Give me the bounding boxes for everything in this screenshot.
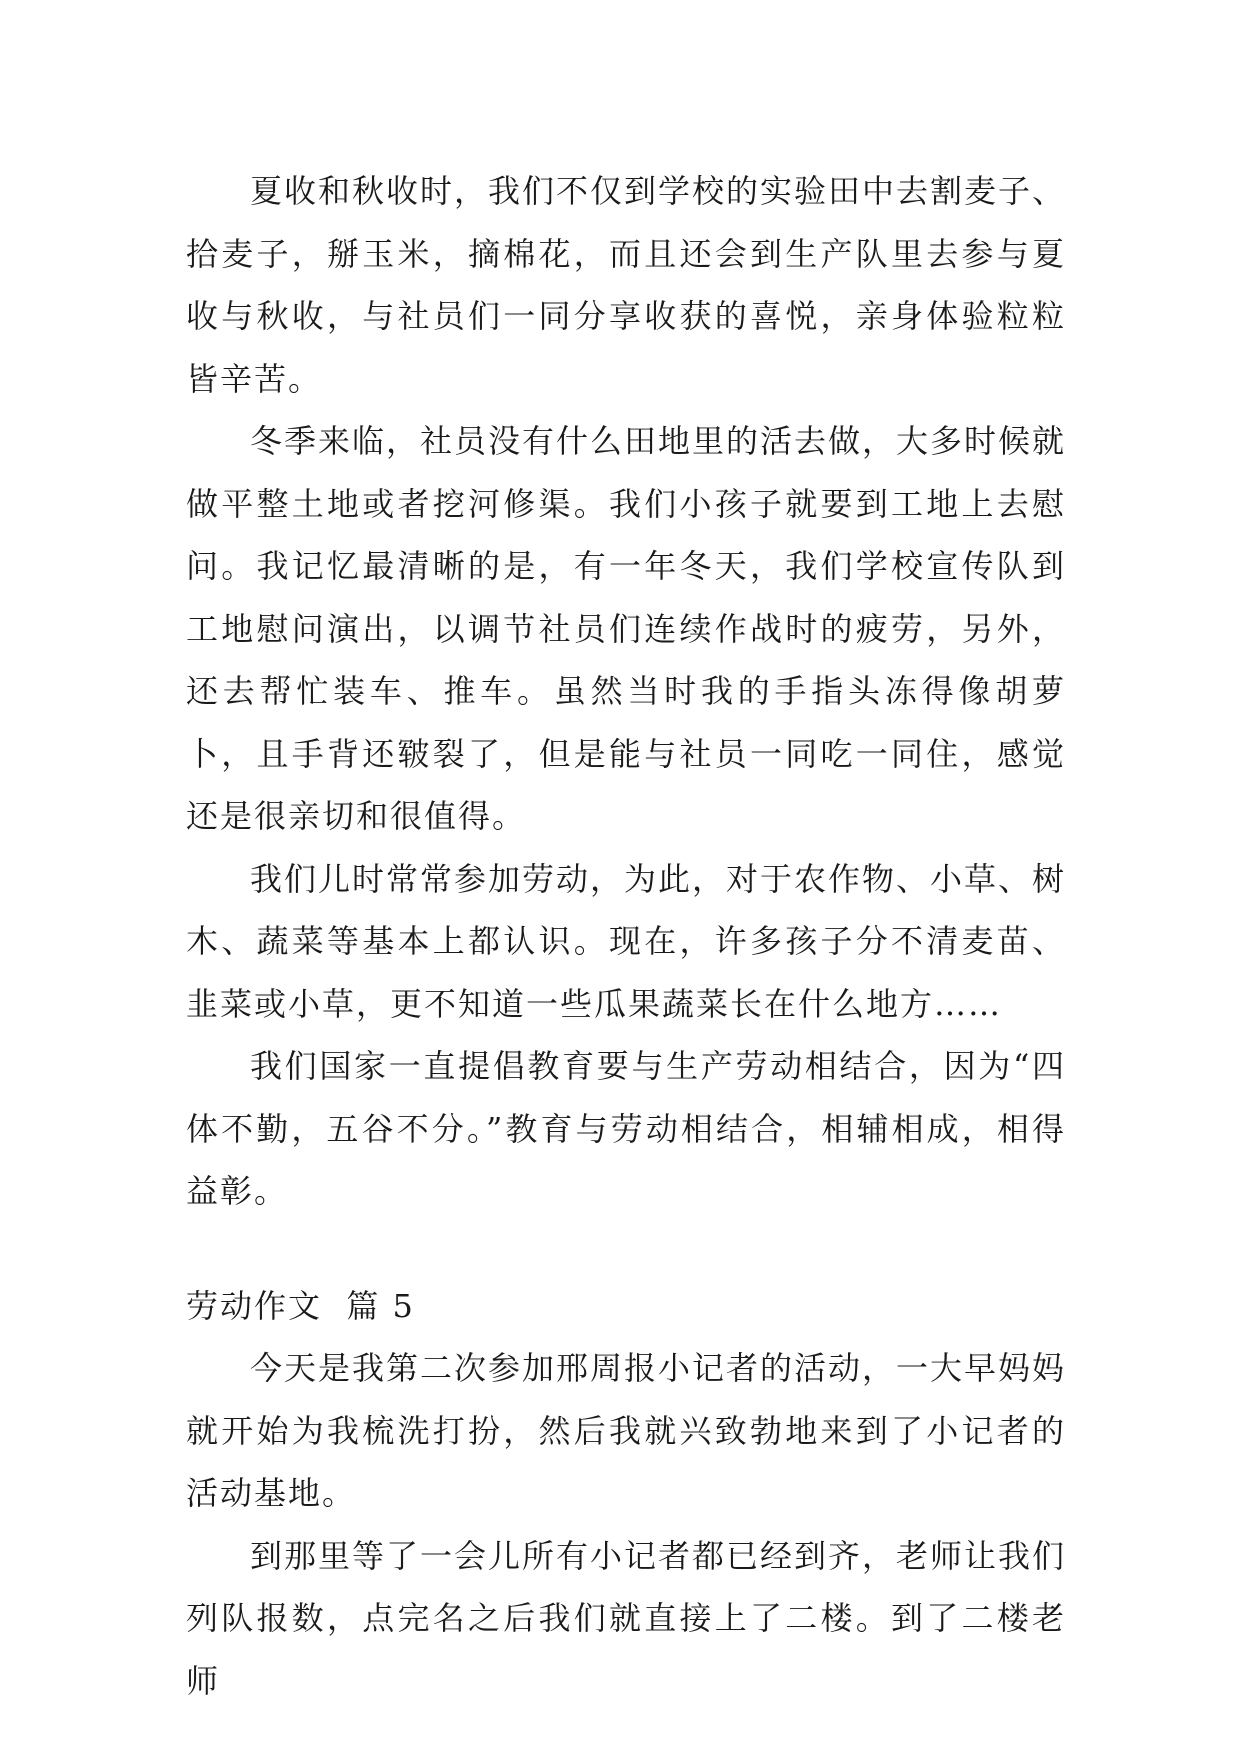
document-body bbox=[186, 160, 1066, 1712]
paragraph-childhood-labor: 我们儿时常常参加劳动，为此，对于农作物、小草、树木、蔬菜等基本上都认识。现在，许多孩子分不清麦苗、韭菜或小草，更不知道一些瓜果蔬菜长在什么地方…… bbox=[186, 859, 1067, 1023]
paragraph-reporter-activity: 今天是我第二次参加邢周报小记者的活动，一大早妈妈就开始为我梳洗打扮，然后我就兴致勃地来到了小记者的活动基地。 bbox=[186, 1349, 1067, 1512]
paragraph-second-floor: 到那里等了一会儿所有小记者都已经到齐，老师让我们列队报数，点完名之后我们就直接上了二楼。到了二楼老师 bbox=[186, 1536, 1067, 1700]
section-title: 劳动作文 篇 5 bbox=[186, 1286, 415, 1325]
paragraph-education: 我们国家一直提倡教育要与生产劳动相结合，因为“四体不勤，五谷不分。”教育与劳动相结合，相辅相成，相得益彰。 bbox=[186, 1047, 1066, 1210]
paragraph-winter: 冬季来临，社员没有什么田地里的活去做，大多时候就做平整土地或者挖河修渠。我们小孩子就要到工地上去慰问。我记忆最清晰的是，有一年冬天，我们学校宣传队到工地慰问演出，以调节社员们连续作战时的疲劳，另外，还去帮忙装车、推车。虽然当时我的手指头冻得像胡萝卜，且手背还皲裂了，但是能与社员一同吃一同住，感觉还是很亲切和很值得。 bbox=[186, 422, 1067, 835]
paragraph-harvest: 夏收和秋收时，我们不仅到学校的实验田中去割麦子、拾麦子，掰玉米，摘棉花，而且还会到生产队里去参与夏收与秋收，与社员们一同分享收获的喜悦，亲身体验粒粒皆辛苦。 bbox=[186, 172, 1067, 398]
